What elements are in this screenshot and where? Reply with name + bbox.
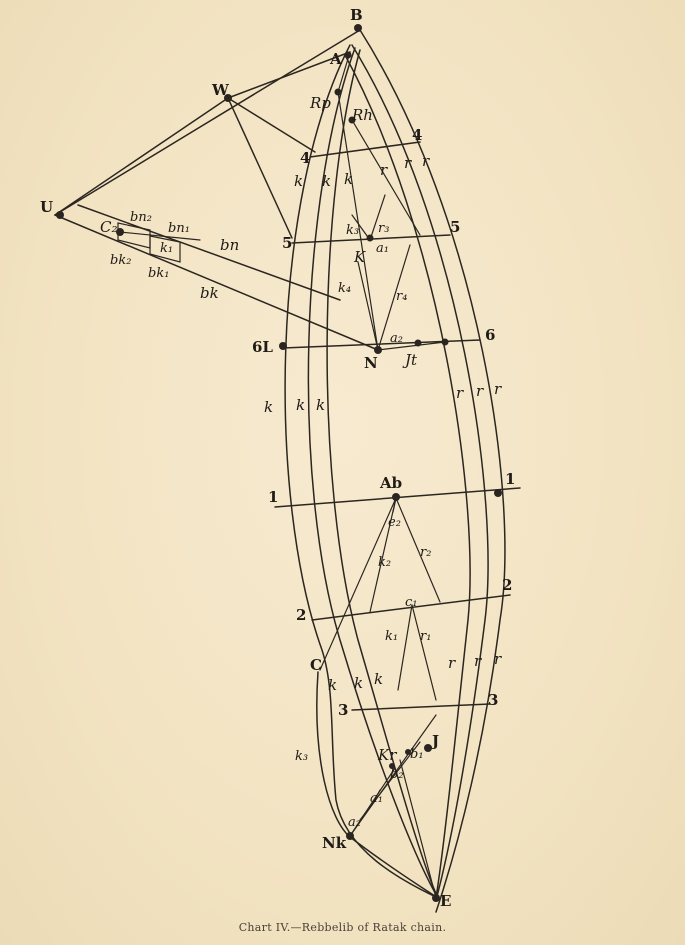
label-c1: c₁ [405, 595, 418, 610]
label-1-left: 1 [268, 488, 279, 506]
dot-A [345, 52, 352, 59]
dot-Jt [415, 340, 422, 347]
dot-N [374, 346, 382, 354]
label-bn1: bn₁ [168, 221, 190, 236]
label-k-a: k [294, 172, 304, 190]
label-Rh: Rh [352, 106, 373, 124]
line-U-W [55, 98, 228, 215]
label-B: B [350, 6, 363, 24]
label-r-g: r [448, 654, 456, 672]
label-e2: e₂ [388, 515, 401, 530]
label-r1: r₁ [420, 629, 432, 644]
label-r-f: r [494, 380, 502, 398]
label-k-c: k [344, 170, 354, 188]
chart-caption: Chart IV.—Rebbelib of Ratak chain. [238, 921, 447, 934]
label-6L: 6L [252, 338, 273, 356]
label-5a: 5 [282, 234, 293, 252]
line-c1-k1 [398, 605, 412, 690]
dot-E [432, 894, 440, 902]
label-bk2: bk₂ [110, 253, 132, 268]
label-2-left: 2 [296, 606, 307, 624]
label-r-a: r [380, 161, 388, 179]
label-k-i: k [374, 670, 384, 688]
label-a2-low: a₂ [348, 815, 361, 830]
label-k3-top: k₃ [346, 223, 360, 238]
label-Ab: Ab [380, 474, 403, 492]
label-K: K [354, 248, 366, 266]
label-r-h: r [474, 652, 482, 670]
label-r2: r₂ [420, 545, 432, 560]
dot-Nk [346, 832, 354, 840]
label-b1: b₁ [410, 747, 424, 762]
label-W: W [212, 81, 229, 99]
line-Ab-C [320, 498, 399, 670]
right-arc-inner [345, 55, 470, 898]
left-arc-outer [285, 45, 438, 898]
label-E: E [440, 892, 452, 910]
label-k-h: k [354, 674, 364, 692]
label-k-d: k [264, 398, 274, 416]
label-a1: a₁ [376, 241, 389, 256]
label-b2: b₂ [390, 767, 404, 782]
label-r4: r₄ [396, 289, 408, 304]
label-C: C [310, 656, 322, 674]
label-k-b: k [322, 172, 332, 190]
label-U: U [40, 198, 54, 216]
line-c1-r1 [412, 605, 436, 700]
label-N: N [364, 354, 378, 372]
label-J: J [432, 732, 440, 750]
label-k1-top: k₁ [160, 241, 174, 256]
dot-J [424, 744, 432, 752]
label-r-d: r [456, 384, 464, 402]
label-2-right: 2 [502, 576, 513, 594]
right-arc-mid [352, 45, 488, 900]
dot-Rp [335, 89, 342, 96]
dot-B [354, 24, 362, 32]
label-5b: 5 [450, 218, 461, 236]
label-bn: bn [220, 236, 240, 254]
label-Nk: Nk [322, 834, 347, 852]
label-k3-low: k₃ [295, 749, 309, 764]
dot-6 [442, 339, 449, 346]
label-k-g: k [328, 676, 338, 694]
label-3-left: 3 [338, 701, 349, 719]
label-Jt: Jt [405, 351, 418, 369]
dot-U [56, 211, 64, 219]
line-K-N [358, 262, 378, 350]
label-r-b: r [404, 154, 412, 172]
label-Rp: Rp [310, 94, 331, 112]
label-r-i: r [494, 650, 502, 668]
label-a1-low: a₁ [370, 791, 383, 806]
label-C2: C₂ [100, 218, 118, 236]
line-U-B [55, 30, 360, 215]
stick-6 [283, 340, 480, 348]
stick-3 [352, 704, 490, 710]
label-r-e: r [476, 382, 484, 400]
label-4a: 4 [300, 149, 311, 167]
label-r3: r₃ [378, 221, 390, 236]
label-1-right: 1 [505, 470, 516, 488]
label-k4: k₄ [338, 281, 352, 296]
label-6: 6 [485, 326, 496, 344]
dot-1 [494, 489, 502, 497]
box-bn2 [118, 223, 150, 248]
label-r-c: r [422, 152, 430, 170]
line-Ab-r2 [396, 498, 440, 602]
dot-6L [279, 342, 287, 350]
label-bn2: bn₂ [130, 210, 152, 225]
label-bk: bk [200, 284, 219, 302]
label-bk1: bk₁ [148, 266, 170, 281]
dot-Ab [392, 493, 400, 501]
dot-a1 [367, 235, 374, 242]
label-3-right: 3 [488, 691, 499, 709]
label-4b: 4 [412, 126, 423, 144]
label-a2: a₂ [390, 331, 403, 346]
label-Kr: Kr [378, 746, 397, 764]
line-W-5 [228, 98, 292, 238]
label-k2: k₂ [378, 555, 392, 570]
label-k-f: k [316, 396, 326, 414]
label-k-e: k [296, 396, 306, 414]
label-A: A [330, 50, 342, 68]
label-k1: k₁ [385, 629, 399, 644]
